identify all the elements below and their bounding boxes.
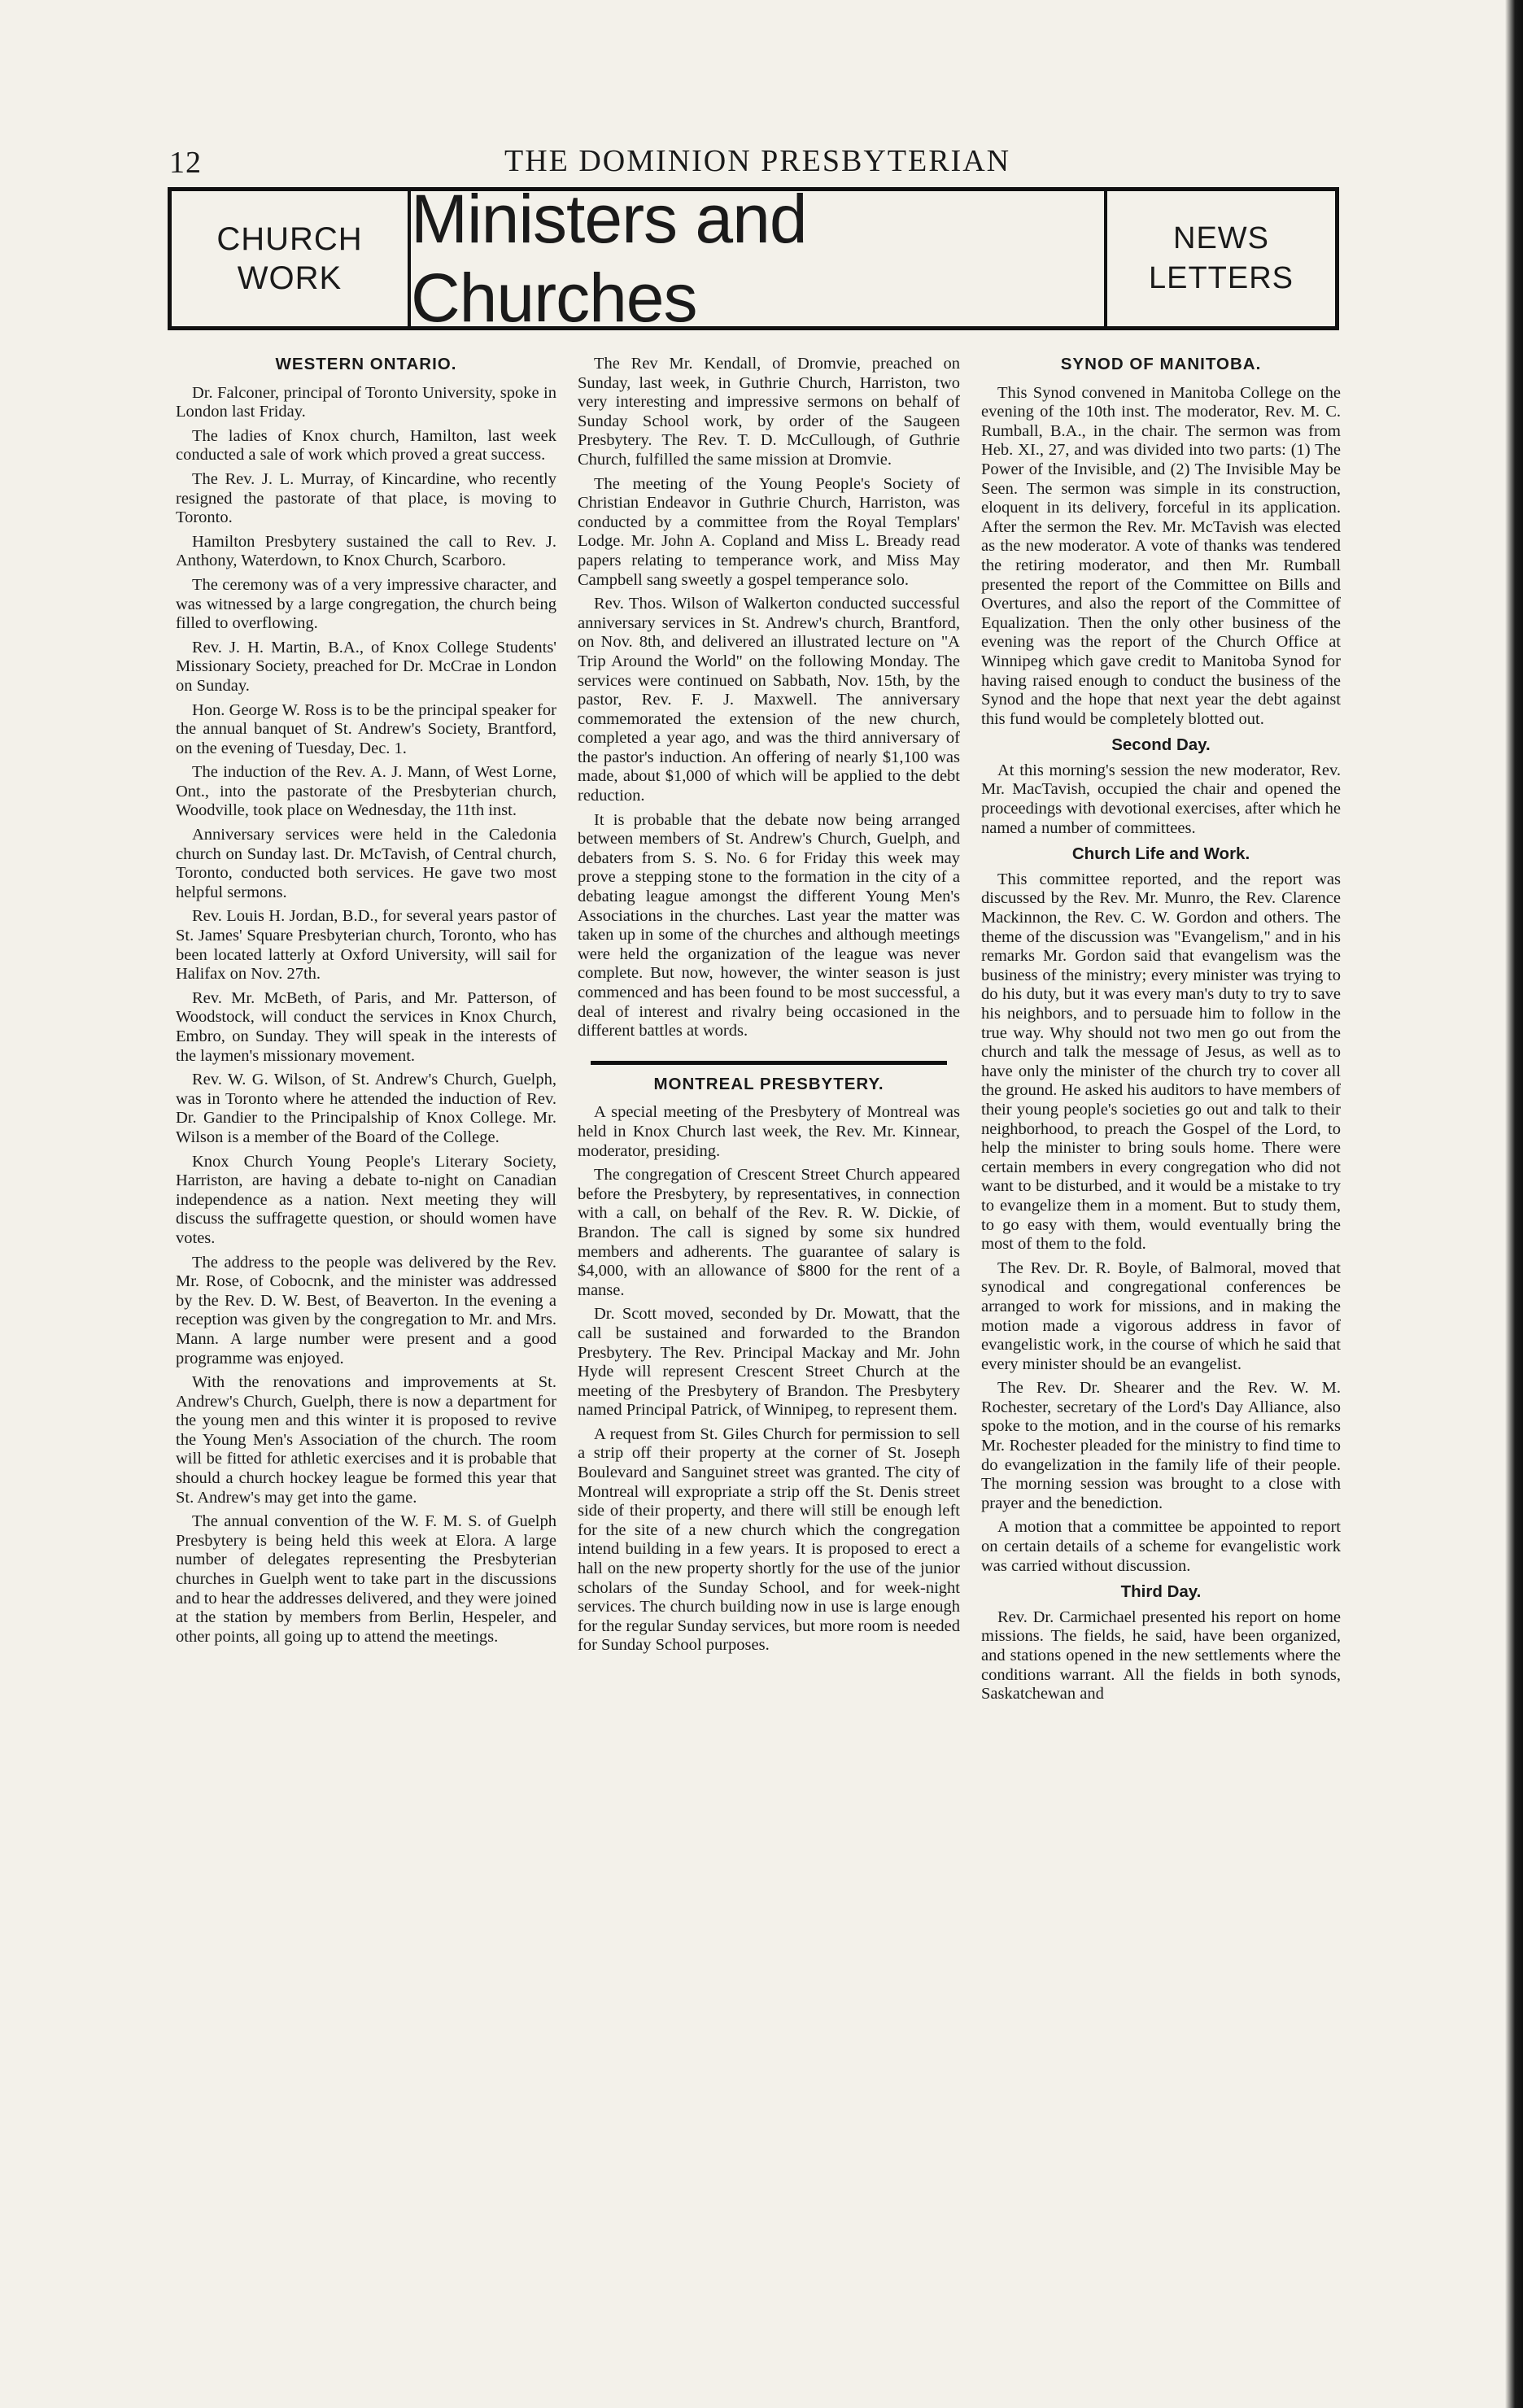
page-number: 12 bbox=[169, 146, 202, 180]
paragraph: The Rev. Dr. Shearer and the Rev. W. M. Rochester, secretary of the Lord's Day Alliance, also spoke to the motion, and in the course of his remarks Mr. Rochester pleaded for the ministry to find time to do evangelization in the family life of their people. The morning session was brought to a close with prayer and the benediction. bbox=[981, 1379, 1341, 1512]
masthead-right-line1: NEWS bbox=[1173, 220, 1269, 255]
column-synod-manitoba bbox=[981, 355, 1341, 1709]
paragraph: Knox Church Young People's Literary Society, Harriston, are having a debate to-night on Canadian independence as a nation. Next meeting they will discuss the suffragette question, or should women have votes. bbox=[176, 1152, 556, 1247]
paragraph: The ladies of Knox church, Hamilton, last week conducted a sale of work which proved a great success. bbox=[176, 426, 556, 465]
paragraph: The induction of the Rev. A. J. Mann, of West Lorne, Ont., into the pastorate of the Presbyterian church, Woodville, took place on Wednesday, the 11th inst. bbox=[176, 763, 556, 820]
column-heading: SYNOD OF MANITOBA. bbox=[1060, 355, 1262, 373]
column-heading: WESTERN ONTARIO. bbox=[275, 355, 457, 373]
paragraph: This committee reported, and the report was discussed by the Rev. Mr. Munro, the Rev. Clarence Mackinnon, the Rev. C. W. Gordon and others. The theme of the discussion was "Evangelism," and in his remarks Mr. Gordon said that evangelism was the business of the ministry; every minister was trying to do his duty, but it was every man's duty to try to save his neighbors, and to persuade him to follow in the true way. Why should not two men go out from the church and talk the message of Jesus, as well as to have only the minister of the church try to cover all the ground. He asked his auditors to have members of their young people's societies go out and talk to their neighborhood, to preach the Gospel of the Lord, to help the minister to bring souls home. There were certain members in every congregation who did not want to be disturbed, and it would be a mistake to try to evangelize them in a moment. But to study them, to go easy with them, would eventually bring the most of them to the fold. bbox=[981, 870, 1341, 1254]
paragraph: The Rev. J. L. Murray, of Kincardine, who recently resigned the pastorate of that place, is moving to Toronto. bbox=[176, 469, 556, 527]
paragraph: Rev. Mr. McBeth, of Paris, and Mr. Patterson, of Woodstock, will conduct the services in Knox Church, Embro, on Sunday. They will speak in the interests of the laymen's missionary movement. bbox=[176, 988, 556, 1065]
masthead-left-line1: CHURCH bbox=[216, 221, 363, 257]
masthead-right-box bbox=[1104, 191, 1335, 326]
masthead-left-line2: WORK bbox=[237, 260, 343, 296]
paragraph: Dr. Falconer, principal of Toronto University, spoke in London last Friday. bbox=[176, 383, 556, 421]
paragraph: It is probable that the debate now being arranged between members of St. Andrew's Church, Guelph, and debaters from S. S. No. 6 for Friday this week may prove a stepping stone to the formation in the city of a debating league amongst the different Young Men's Associations in the churches. Last year the matter was taken up in some of the churches and although meetings were held the organization of the league was never complete. But now, however, the winter season is just commenced and has been found to be most successful, a deal of interest and rivalry being occasioned in the different battles at words. bbox=[578, 810, 960, 1040]
paragraph: Rev. Thos. Wilson of Walkerton conducted successful anniversary services in St. Andrew's church, Brantford, on Nov. 8th, and delivered an illustrated lecture on "A Trip Around the World" on the following Monday. The services were continued on Sabbath, Nov. 15th, by the pastor, Rev. F. J. Maxwell. The anniversary commemorated the extension of the new church, completed a year ago, and was the third anniversary of the pastor's induction. An offering of nearly $1,100 was made, about $1,000 of which will be applied to the debt reduction. bbox=[578, 595, 960, 805]
paragraph: This Synod convened in Manitoba College on the evening of the 10th inst. The moderator, Rev. M. C. Rumball, B.A., in the chair. The sermon was from Heb. XI., 27, and was divided into two parts: (1) The Power of the Invisible, and (2) The Invisible May be Seen. The sermon was simple in its construction, eloquent in its delivery, forceful in its application. After the sermon the Rev. Mr. McTavish was elected as the new moderator. A vote of thanks was tendered the retiring moderator, and then Mr. Rumball presented the report of the Committee on Bills and Overtures, and also the report of the Committee of Equalization. Then the only other business of the evening was the report of the Church Office at Winnipeg which gave credit to Manitoba Synod for having raised enough to conduct the business of the Synod and the hope that next year the debt against this fund would be completely blotted out. bbox=[981, 383, 1341, 728]
column-middle bbox=[578, 355, 960, 1660]
subheading: Second Day. bbox=[1111, 735, 1211, 755]
paragraph: A motion that a committee be appointed to report on certain details of a scheme for evangelistic work was carried without discussion. bbox=[981, 1518, 1341, 1575]
paragraph: Rev. J. H. Martin, B.A., of Knox College Students' Missionary Society, preached for Dr. McCrae in London on Sunday. bbox=[176, 638, 556, 695]
paragraph: Hamilton Presbytery sustained the call to Rev. J. Anthony, Waterdown, to Knox Church, Scarboro. bbox=[176, 532, 556, 570]
paragraph: A request from St. Giles Church for permission to sell a strip off their property at the corner of St. Joseph Boulevard and Sanguinet street was granted. The city of Montreal will expropriate a strip off the St. Denis street side of their property, and there will still be enough left for the site of a new church which the congregation intend building in a few years. It is proposed to erect a hall on the new property shortly for the use of the junior scholars of the Sunday School, and for week-night services. The church building now in use is large enough for the regular Sunday services, but more room is needed for Sunday School purposes. bbox=[578, 1424, 960, 1655]
paragraph: The Rev Mr. Kendall, of Dromvie, preached on Sunday, last week, in Guthrie Church, Harriston, two very interesting and impressive sermons on behalf of Sunday School work, by order of the Saugeen Presbytery. The Rev. T. D. McCullough, of Guthrie Church, fulfilled the same mission at Dromvie. bbox=[578, 355, 960, 469]
paragraph: Dr. Scott moved, seconded by Dr. Mowatt, that the call be sustained and forwarded to the Brandon Presbytery. The Rev. Principal Mackay and Mr. John Hyde will represent Crescent Street Church at the meeting of the Presbytery of Brandon. The Presbytery named Principal Patrick, of Winnipeg, to represent them. bbox=[578, 1305, 960, 1420]
section-masthead bbox=[168, 181, 1339, 336]
column-heading: MONTREAL PRESBYTERY. bbox=[653, 1074, 884, 1093]
subheading: Third Day. bbox=[1120, 1582, 1202, 1602]
paragraph: Rev. Louis H. Jordan, B.D., for several years pastor of St. James' Square Presbyterian church, Toronto, who has been located latterly at Oxford University, will sail for Halifax on Nov. 27th. bbox=[176, 907, 556, 984]
masthead-left-box bbox=[172, 191, 411, 326]
paragraph: The ceremony was of a very impressive character, and was witnessed by a large congregation, the church being filled to overflowing. bbox=[176, 575, 556, 633]
paragraph: With the renovations and improvements at St. Andrew's Church, Guelph, there is now a department for the young men and this winter it is proposed to revive the Young Men's Association of the church. The room will be fitted for athletic exercises and it is probable that should a church hockey league be formed this year that St. Andrew's may get into the game. bbox=[176, 1373, 556, 1507]
paragraph: Hon. George W. Ross is to be the principal speaker for the annual banquet of St. Andrew's Society, Brantford, on the evening of Tuesday, Dec. 1. bbox=[176, 700, 556, 757]
paragraph: The meeting of the Young People's Society of Christian Endeavor in Guthrie Church, Harriston, was conducted by a committee from the Royal Templars' Lodge. Mr. John A. Copland and Miss L. Bready read papers relating to temperance work, and Miss May Campbell sang sweetly a gospel temperance solo. bbox=[578, 474, 960, 589]
column-western-ontario bbox=[176, 355, 556, 1651]
section-title: Ministers and Churches bbox=[411, 181, 807, 336]
masthead-right-line2: LETTERS bbox=[1148, 261, 1294, 295]
section-divider bbox=[591, 1061, 947, 1065]
publication-title: THE DOMINION PRESBYTERIAN bbox=[504, 144, 1011, 178]
paragraph: The address to the people was delivered by the Rev. Mr. Rose, of Cobocnk, and the minister was addressed by the Rev. D. W. Best, of Beaverton. In the evening a reception was given by the congregation to Mr. and Mrs. Mann. A large number were present and a good programme was enjoyed. bbox=[176, 1253, 556, 1368]
subheading: Church Life and Work. bbox=[1071, 844, 1250, 864]
paragraph: Rev. Dr. Carmichael presented his report on home missions. The fields, he said, have been organized, and stations opened in the new settlements where the conditions warrant. All the fields in both synods, Saskatchewan and bbox=[981, 1608, 1341, 1703]
paragraph: The congregation of Crescent Street Church appeared before the Presbytery, by representatives, in connection with a call, on behalf of the Rev. R. W. Dickie, of Brandon. The call is signed by some six hundred members and adherents. The guarantee of salary is $4,000, with an allowance of $800 for the rent of a manse. bbox=[578, 1166, 960, 1299]
paragraph: The Rev. Dr. R. Boyle, of Balmoral, moved that synodical and congregational conferences be arranged to work for missions, and in making the motion made a vigorous address in favor of evangelistic work, in the course of which he said that every minister should be an evangelist. bbox=[981, 1259, 1341, 1373]
paragraph: A special meeting of the Presbytery of Montreal was held in Knox Church last week, the Rev. Mr. Kinnear, moderator, presiding. bbox=[578, 1103, 960, 1160]
paragraph: The annual convention of the W. F. M. S. of Guelph Presbytery is being held this week at Elora. A large number of delegates representing the Presbyterian churches in Guelph went to take part in the discussions and to hear the addresses delivered, and they were joined at the station by members from Berlin, Hespeler, and other points, all going up to attend the meetings. bbox=[176, 1512, 556, 1646]
paragraph: At this morning's session the new moderator, Rev. Mr. MacTavish, occupied the chair and opened the proceedings with devotional exercises, after which he named a number of committees. bbox=[981, 761, 1341, 837]
page-edge-shadow bbox=[1505, 0, 1523, 2408]
paragraph: Rev. W. G. Wilson, of St. Andrew's Church, Guelph, was in Toronto where he attended the induction of Rev. Dr. Gandier to the Principalship of Knox College. Mr. Wilson is a member of the Board of the College. bbox=[176, 1071, 556, 1146]
paragraph: Anniversary services were held in the Caledonia church on Sunday last. Dr. McTavish, of Central church, Toronto, conducted both services. He gave two most helpful sermons. bbox=[176, 826, 556, 901]
